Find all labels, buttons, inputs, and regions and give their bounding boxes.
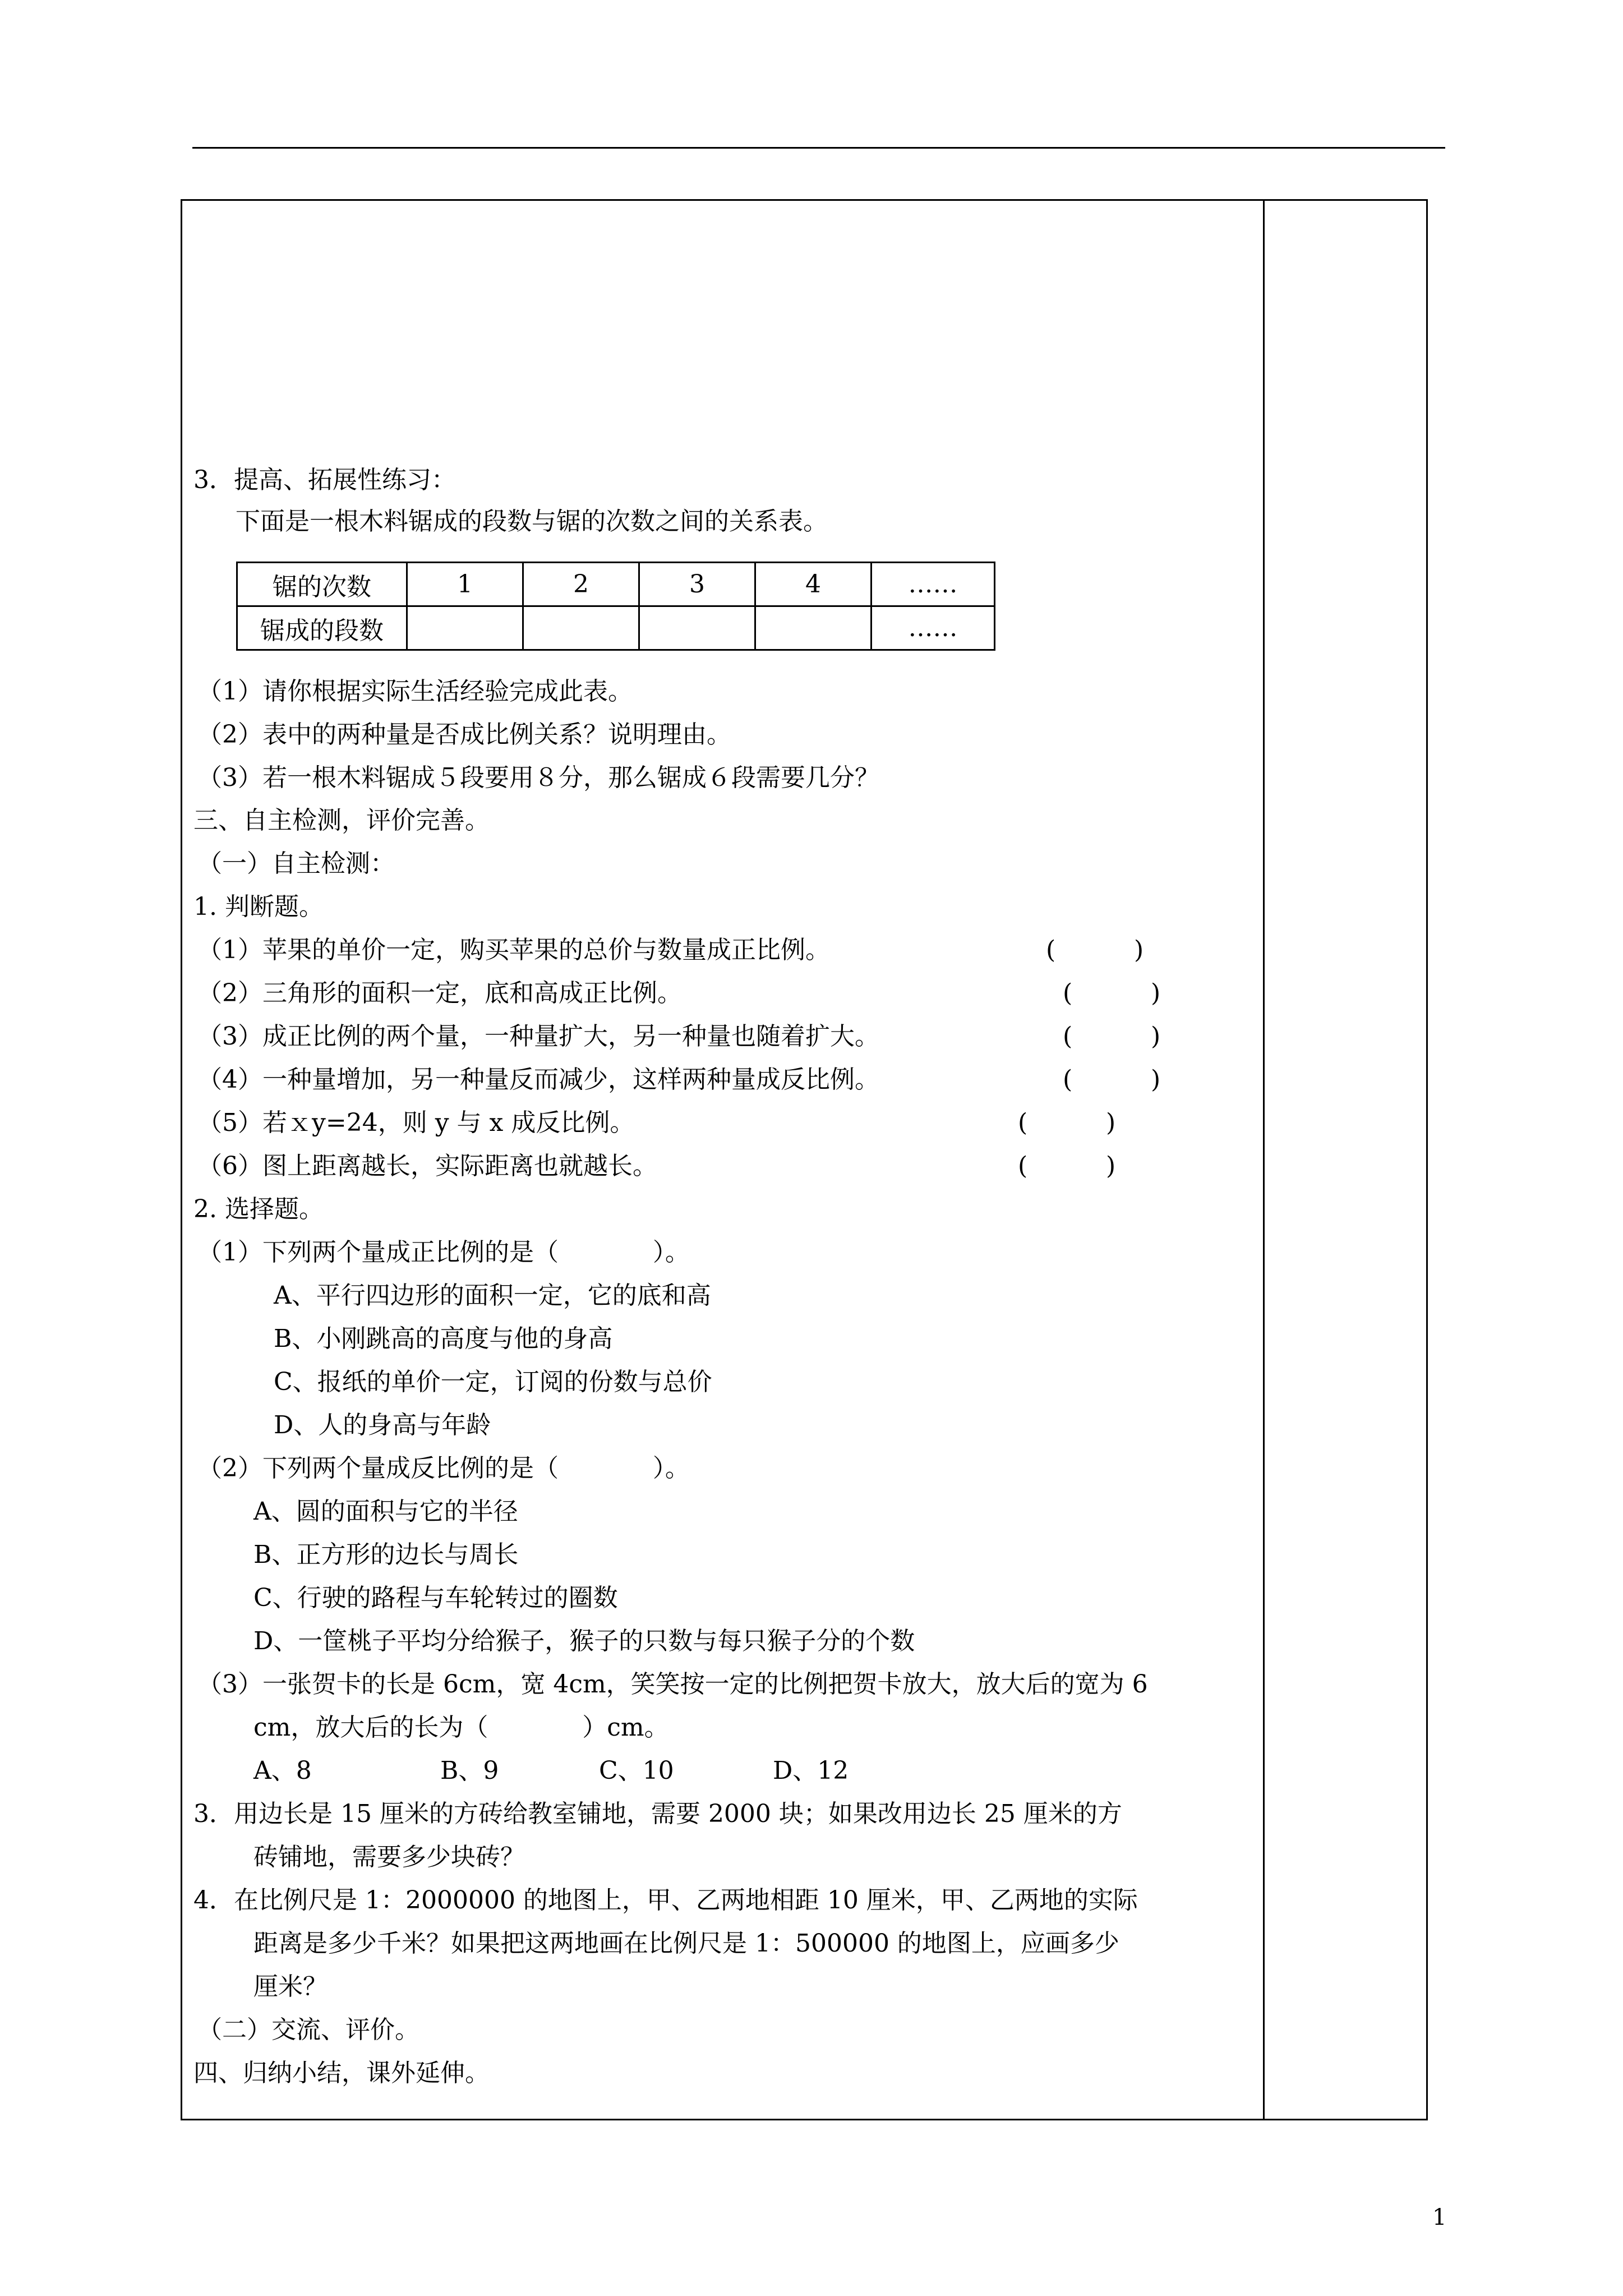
problem-3-line-1: 3．用边长是 15 厘米的方砖给教室铺地，需要 2000 块；如果改用边长 25 厘米的方	[193, 1800, 1122, 1828]
section3-intro: 下面是一根木料锯成的段数与锯的次数之间的关系表。	[236, 507, 828, 536]
section3-title: 3．提高、拓展性练习：	[193, 466, 456, 494]
choice-q1-option-d: D、人的身高与年龄	[274, 1411, 491, 1439]
table-cell	[523, 606, 639, 650]
choice-q3-line-1: （3）一张贺卡的长是 6cm，宽 4cm，笑笑按一定的比例把贺卡放大，放大后的宽为 6	[197, 1670, 1148, 1699]
judge-item-4: （4）一种量增加，另一种量反而减少，这样两种量成反比例。	[197, 1065, 879, 1094]
choice-q3-line-2: cm，放大后的长为（ ）cm。	[253, 1713, 669, 1742]
judge-item-3: （3）成正比例的两个量，一种量扩大，另一种量也随着扩大。	[197, 1022, 879, 1051]
judge-item-5: （5）若ｘy=24，则 y 与 x 成反比例。	[197, 1108, 635, 1137]
judge-item-2: （2）三角形的面积一定，底和高成正比例。	[197, 979, 682, 1007]
choice-q3-option-c: C、10	[599, 1756, 674, 1785]
table-cell: 2	[523, 563, 639, 606]
section3-question-1: （1）请你根据实际生活经验完成此表。	[197, 677, 633, 706]
part4-title: 四、归纳小结，课外延伸。	[193, 2059, 490, 2087]
table-cell	[407, 606, 523, 650]
choice-q2-stem: （2）下列两个量成反比例的是（ ）。	[197, 1454, 690, 1483]
right-column-divider	[1263, 201, 1265, 2119]
choice-q2-option-c: C、行驶的路程与车轮转过的圈数	[253, 1584, 618, 1612]
choice-q3-option-b: B、9	[440, 1756, 499, 1785]
problem-4-line-1: 4．在比例尺是 1：2000000 的地图上，甲、乙两地相距 10 厘米，甲、乙两地的实际	[193, 1886, 1138, 1915]
table-cell: ……	[872, 563, 995, 606]
choice-q2-option-a: A、圆的面积与它的半径	[253, 1497, 518, 1526]
section3-question-3: （3）若一根木料锯成５段要用８分，那么锯成６段需要几分？	[197, 763, 879, 792]
problem-4-line-2: 距离是多少千米？如果把这两地画在比例尺是 1：500000 的地图上，应画多少	[253, 1929, 1119, 1958]
table-row	[237, 563, 995, 606]
section3-question-2: （2）表中的两种量是否成比例关系？说明理由。	[197, 720, 731, 749]
choice-q1-option-a: A、平行四边形的面积一定，它的底和高	[274, 1281, 711, 1310]
judge-answer-blank-1[interactable]: ( )	[1046, 936, 1144, 964]
choice-title: 2. 选择题。	[193, 1195, 324, 1223]
judge-title: 1. 判断题。	[193, 892, 324, 921]
choice-q1-option-c: C、报纸的单价一定，订阅的份数与总价	[274, 1368, 712, 1396]
judge-answer-blank-4[interactable]: ( )	[1063, 1065, 1161, 1094]
table-cell: 1	[407, 563, 523, 606]
table-cell: 锯成的段数	[237, 606, 407, 650]
page-number: 1	[1432, 2205, 1447, 2230]
table-row	[237, 606, 995, 650]
choice-q1-option-b: B、小刚跳高的高度与他的身高	[274, 1324, 613, 1353]
saw-relation-table	[236, 562, 995, 651]
choice-q1-stem: （1）下列两个量成正比例的是（ ）。	[197, 1238, 690, 1267]
problem-4-line-3: 厘米？	[253, 1972, 328, 2001]
part3-sub1: （一）自主检测：	[197, 849, 395, 878]
choice-q3-option-a: A、8	[253, 1756, 312, 1785]
part3-title: 三、自主检测，评价完善。	[193, 806, 490, 835]
table-cell: 4	[755, 563, 872, 606]
judge-answer-blank-2[interactable]: ( )	[1063, 979, 1161, 1007]
judge-item-6: （6）图上距离越长，实际距离也就越长。	[197, 1152, 657, 1180]
header-rule	[192, 147, 1445, 149]
table-cell	[639, 606, 755, 650]
judge-answer-blank-5[interactable]: ( )	[1018, 1108, 1116, 1137]
choice-q2-option-b: B、正方形的边长与周长	[253, 1540, 519, 1569]
table-cell: ……	[872, 606, 995, 650]
judge-answer-blank-3[interactable]: ( )	[1063, 1022, 1161, 1051]
judge-item-1: （1）苹果的单价一定，购买苹果的总价与数量成正比例。	[197, 936, 830, 964]
judge-answer-blank-6[interactable]: ( )	[1018, 1152, 1116, 1180]
table-cell: 3	[639, 563, 755, 606]
table-cell	[755, 606, 872, 650]
choice-q2-option-d: D、一筐桃子平均分给猴子，猴子的只数与每只猴子分的个数	[253, 1627, 915, 1655]
table-cell: 锯的次数	[237, 563, 407, 606]
choice-q3-option-d: D、12	[773, 1756, 849, 1785]
problem-3-line-2: 砖铺地，需要多少块砖？	[253, 1843, 525, 1871]
part3-sub2: （二）交流、评价。	[197, 2016, 419, 2044]
